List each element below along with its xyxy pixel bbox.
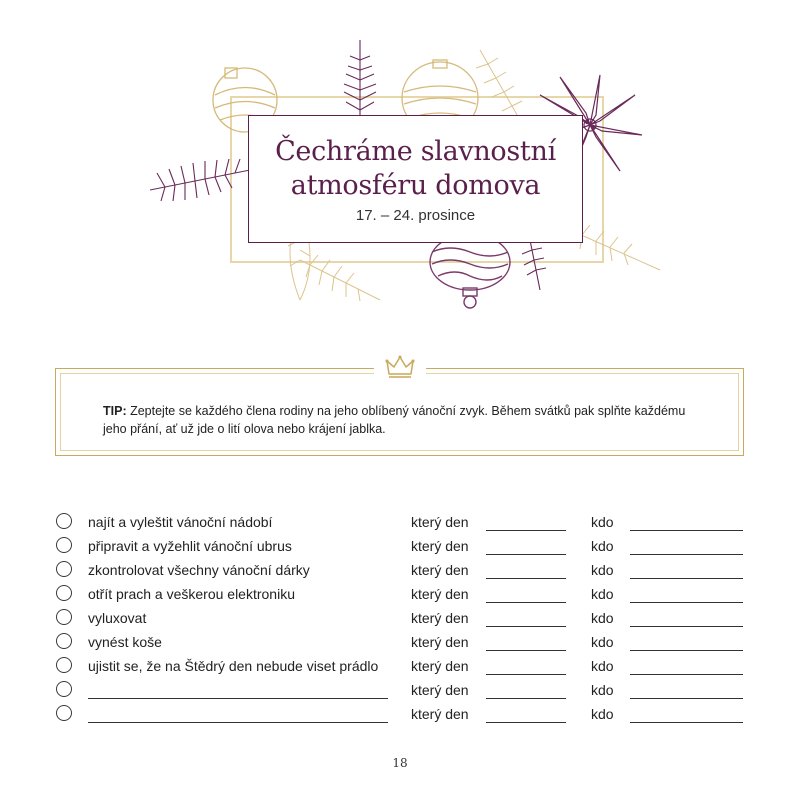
day-label: který den [411,610,469,626]
day-label: který den [411,538,469,554]
day-input-line[interactable] [486,530,566,531]
tip-body: Zeptejte se každého člena rodiny na jeho oblíbený vánoční zvyk. Během svátků pak splňte každému jeho přání, ať už jde o lití olova nebo krájení jablka. [103,404,686,436]
crown-icon [385,354,415,380]
task-row [0,633,800,657]
task-text: zkontrolovat všechny vánoční dárky [88,562,310,578]
task-checkbox[interactable] [56,657,72,673]
day-input-line[interactable] [486,554,566,555]
who-input-line[interactable] [630,626,743,627]
who-label: kdo [591,514,614,530]
day-label: který den [411,682,469,698]
who-input-line[interactable] [630,602,743,603]
who-label: kdo [591,586,614,602]
who-label: kdo [591,634,614,650]
task-row [0,609,800,633]
day-input-line[interactable] [486,578,566,579]
day-input-line[interactable] [486,722,566,723]
who-input-line[interactable] [630,530,743,531]
day-label: který den [411,514,469,530]
task-checkbox[interactable] [56,561,72,577]
task-row [0,561,800,585]
task-checkbox[interactable] [56,609,72,625]
task-row [0,537,800,561]
day-input-line[interactable] [486,626,566,627]
day-label: který den [411,634,469,650]
task-row [0,585,800,609]
task-blank-line[interactable] [88,722,388,723]
day-label: který den [411,706,469,722]
task-checkbox[interactable] [56,681,72,697]
who-input-line[interactable] [630,554,743,555]
who-label: kdo [591,538,614,554]
task-checkbox[interactable] [56,585,72,601]
task-text: najít a vyleštit vánoční nádobí [88,514,273,530]
who-label: kdo [591,610,614,626]
who-input-line[interactable] [630,650,743,651]
task-row [0,657,800,681]
task-checkbox[interactable] [56,513,72,529]
date-range: 17. – 24. prosince [355,207,476,224]
task-text: vyluxovat [88,610,147,626]
task-row [0,513,800,537]
day-input-line[interactable] [486,674,566,675]
task-text: ujistit se, že na Štědrý den nebude viset prádlo [88,658,379,674]
day-input-line[interactable] [486,698,566,699]
task-blank-line[interactable] [88,698,388,699]
task-checkbox[interactable] [56,705,72,721]
task-text: otřít prach a veškerou elektroniku [88,586,295,602]
christmas-ornament-icon [430,234,510,308]
day-label: který den [411,658,469,674]
who-label: kdo [591,682,614,698]
day-label: který den [411,586,469,602]
who-input-line[interactable] [630,578,743,579]
page-number: 18 [392,756,408,770]
who-input-line[interactable] [630,698,743,699]
task-checkbox[interactable] [56,537,72,553]
who-label: kdo [591,562,614,578]
title-box [248,115,583,243]
tip-text [103,402,703,438]
day-input-line[interactable] [486,650,566,651]
task-text: připravit a vyžehlit vánoční ubrus [88,538,292,554]
tip-label: TIP: [103,404,127,418]
day-input-line[interactable] [486,602,566,603]
task-row [0,705,800,729]
task-checkbox[interactable] [56,633,72,649]
task-text: vynést koše [88,634,162,650]
page-title-line-1: Čechráme slavnostní [275,136,556,167]
page-title-line-2: atmosféru domova [290,170,541,201]
who-label: kdo [591,706,614,722]
who-input-line[interactable] [630,674,743,675]
task-row [0,681,800,705]
day-label: který den [411,562,469,578]
who-label: kdo [591,658,614,674]
who-input-line[interactable] [630,722,743,723]
